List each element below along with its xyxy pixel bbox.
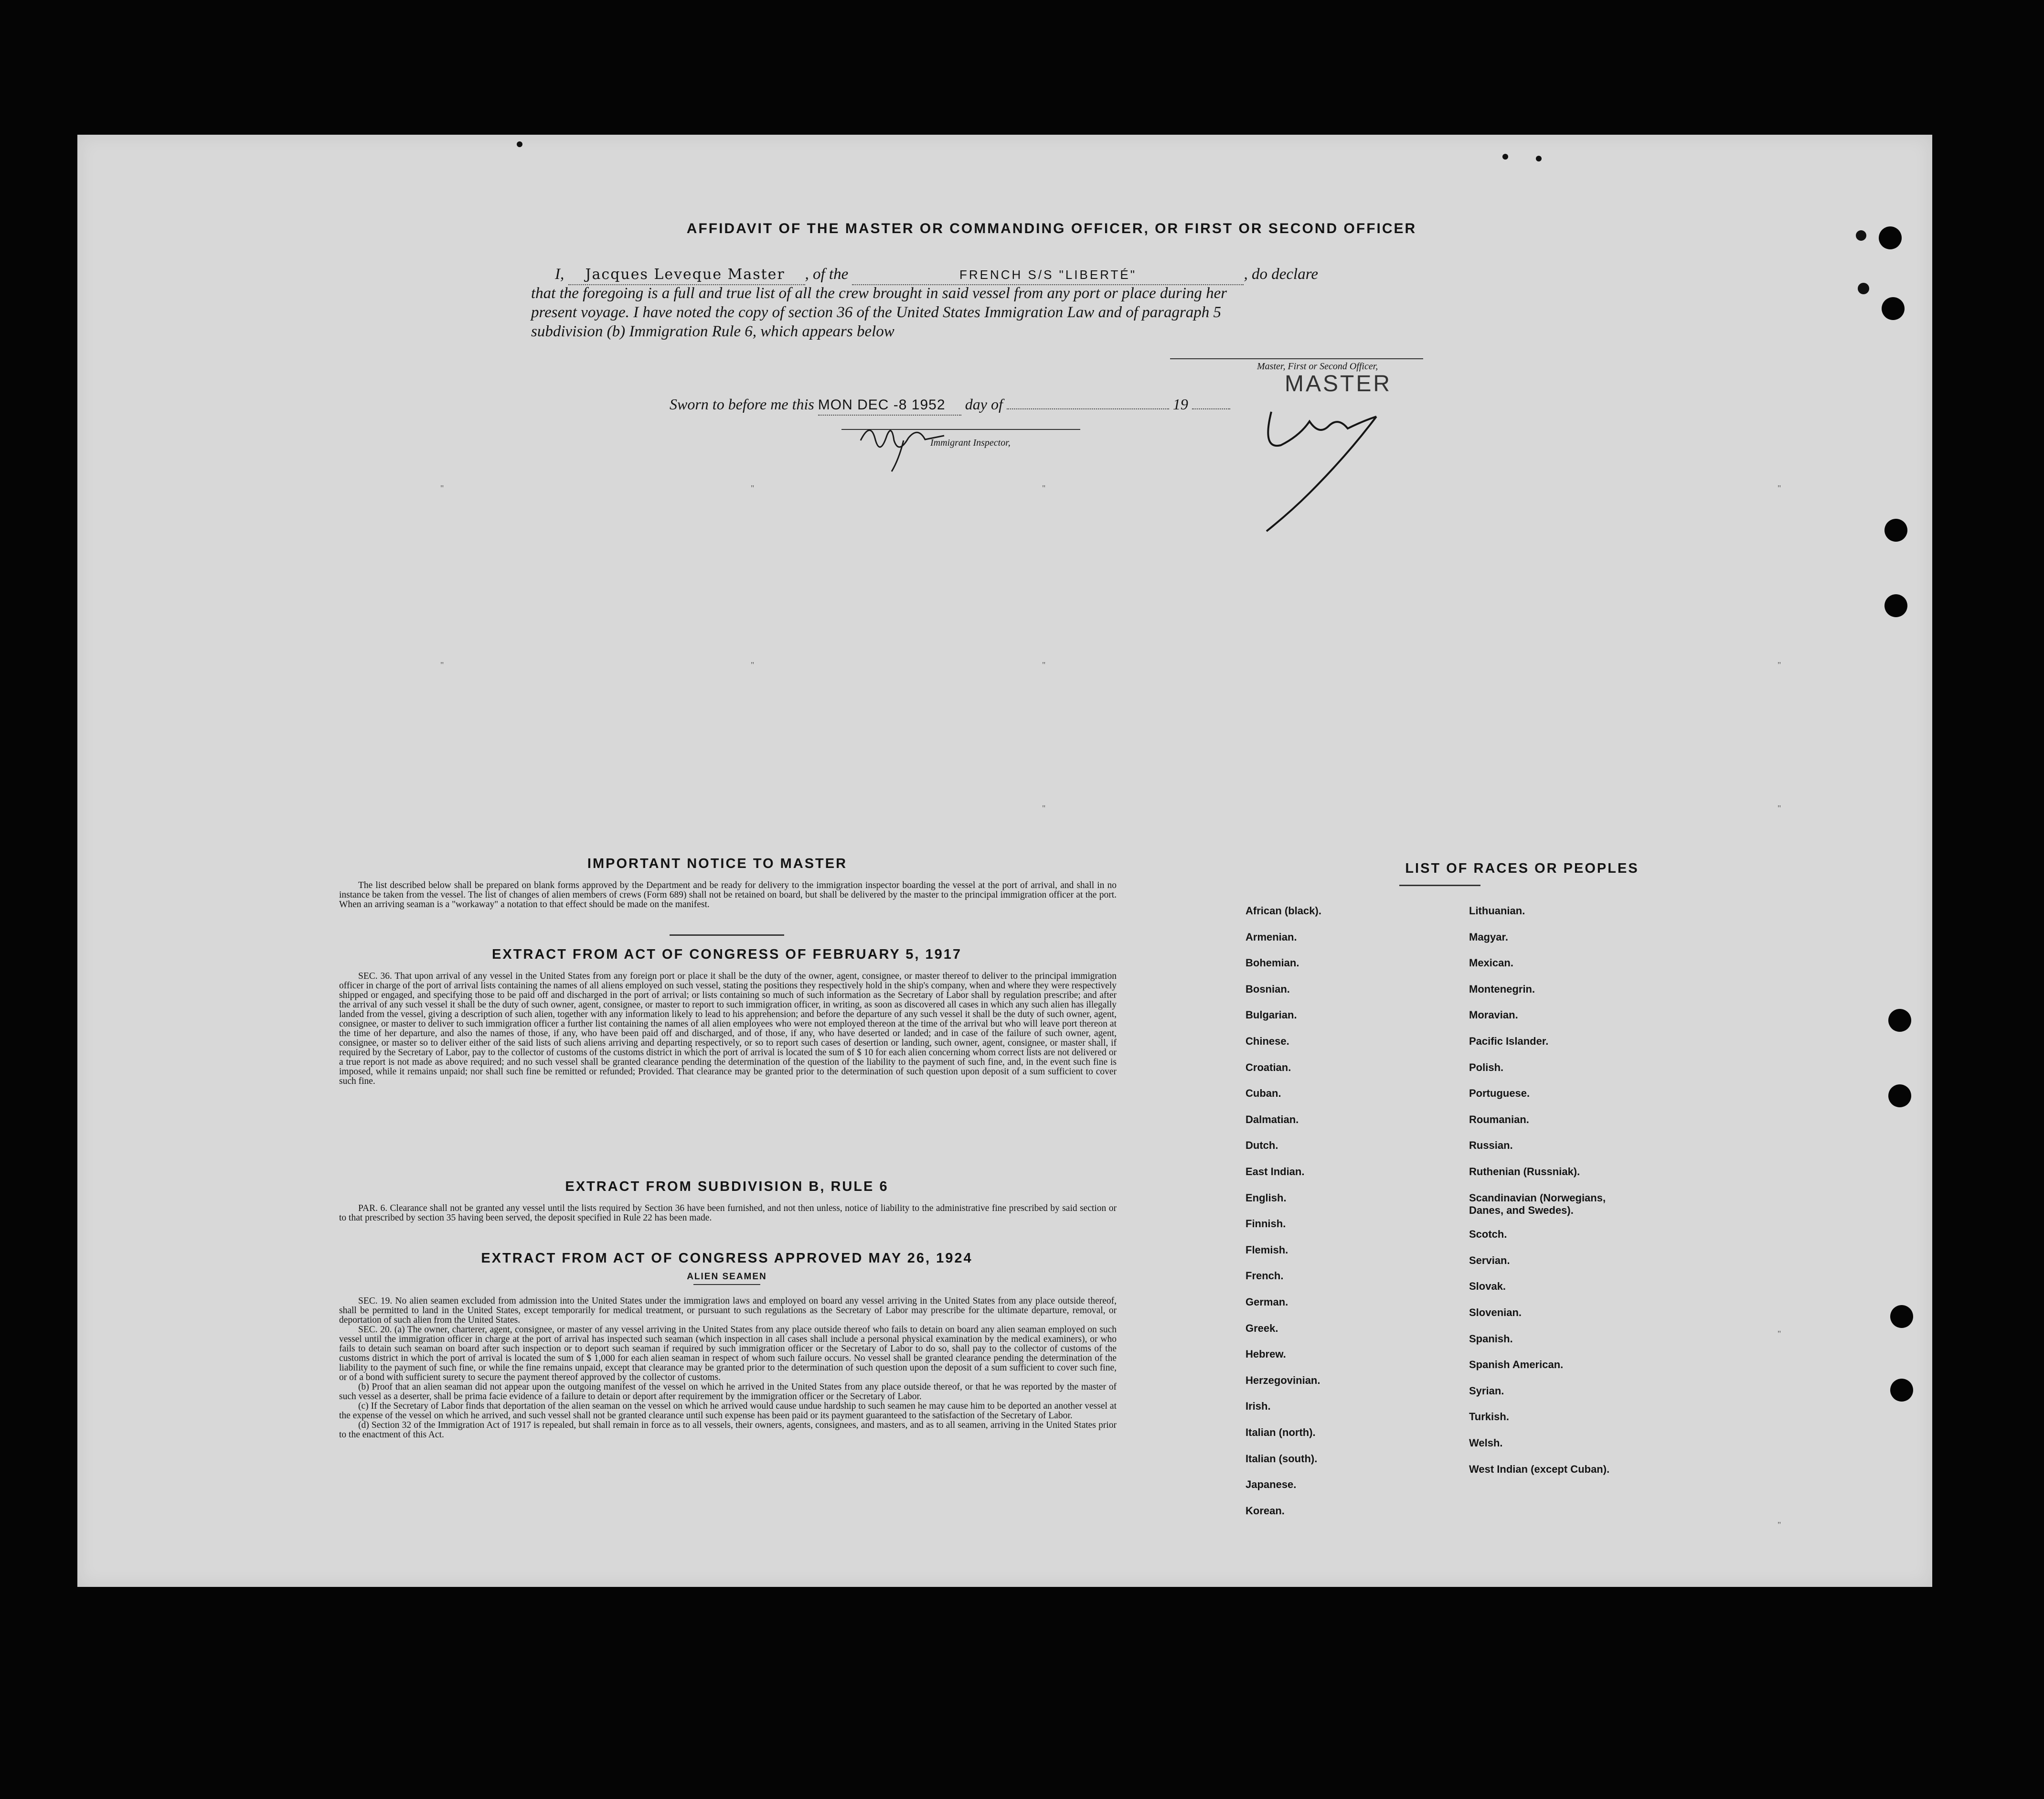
- ink-speck: [1858, 283, 1869, 294]
- race-entry: Slovenian.: [1469, 1306, 1522, 1318]
- affidavit-line-3: present voyage. I have noted the copy of section 36 of the United States Immigration Law and of paragraph 5: [531, 304, 1222, 321]
- par-6-paragraph: PAR. 6. Clearance shall not be granted any vessel until the lists required by Section 36 have been furnished, and not then unless, notice of liability to the administrative fine prescribed by said section or to that prescribed by section 35 having been served, the deposit specified in Rule 22 has been made.: [339, 1203, 1117, 1223]
- race-entry: Italian (south).: [1246, 1452, 1318, 1465]
- race-entry: Portuguese.: [1469, 1087, 1530, 1100]
- binder-hole: [1884, 519, 1907, 542]
- race-entry: Bulgarian.: [1246, 1009, 1297, 1021]
- document-page: [77, 135, 1932, 1587]
- race-entry: Syrian.: [1469, 1384, 1504, 1397]
- sec-36-paragraph: SEC. 36. That upon arrival of any vessel in the United States from any foreign port or place it shall be the duty of the owner, agent, consignee, or master thereof to deliver to the principal immigration officer in charge of the port of arrival lists containing the names of all aliens employed on such vessel, stating the positions they respectively hold in the ship's company, when and where they were respectively shipped or engaged, and specifying those to be paid off and discharged in the port of arrival; or lists containing so much of such information as the Secretary of Labor shall by regulation prescribe; and after the arrival of any such vessel it shall be the duty of such owner, agent, consignee, or master to report to such immigration officer, in writing, as soon as discovered all cases in which any such alien has illegally landed from the vessel, giving a description of such alien, together with any information likely to lead to his apprehension; and before the departure of any such vessel it shall be the duty of such owner, agent, consignee, or master to deliver to such immigration officer a further list containing the names of all alien employees who were not employed thereon at the time of the arrival but who will leave port thereon at the time of her departure, and also the names of those, if any, who have been paid off and discharged, and of those, if any, who have deserted or landed; and in case of the failure of such owner, agent, consignee, or master so to deliver either of the said lists of such aliens arriving and departing respectively, or so to report such cases of desertion or landing, such owner, agent, consignee, or master shall, if required by the Secretary of Labor, pay to the collector of customs of the customs district in which the port of arrival is located the sum of $ 10 for each alien concerning whom correct lists are not delivered or a true report is not made as above required; and no such vessel shall be granted clearance pending the determination of the question of the liability to the payment of such fine, and, in the event such fine is imposed, while it remains unpaid; nor shall such fine be remitted or refunded; Provided. That clearance may be granted prior to the determination of such question upon deposit of a sum sufficient to cover such fine.: [339, 971, 1117, 1086]
- extract-1917-title: EXTRACT FROM ACT OF CONGRESS OF FEBRUARY 5, 1917: [491, 947, 962, 962]
- ditto-mark: ": [1042, 483, 1046, 493]
- affidavit-line-2: that the foregoing is a full and true list of all the crew brought in said vessel from any port or place during her: [531, 285, 1227, 302]
- ink-speck: [1856, 230, 1866, 241]
- sec-20d-paragraph: (d) Section 32 of the Immigration Act of 1917 is repealed, but shall remain in force as to all vessels, their owners, agents, consignees, and masters, and as to all seamen, arriving in the United States prior to the enactment of this Act.: [339, 1420, 1117, 1440]
- race-entry: Hebrew.: [1246, 1348, 1286, 1360]
- race-entry: Italian (north).: [1246, 1426, 1316, 1438]
- race-entry: Pacific Islander.: [1469, 1035, 1549, 1047]
- extract-rule6-title: EXTRACT FROM SUBDIVISION B, RULE 6: [565, 1179, 889, 1194]
- race-entry: Flemish.: [1246, 1243, 1288, 1256]
- race-entry: Dutch.: [1246, 1139, 1278, 1152]
- race-entry: French.: [1246, 1270, 1284, 1282]
- race-entry: West Indian (except Cuban).: [1469, 1463, 1610, 1475]
- race-entry: Korean.: [1246, 1504, 1285, 1517]
- sec-20c-paragraph: (c) If the Secretary of Labor finds that deportation of the alien seaman on the vessel on which he arrived would cause undue hardship to such seamen he may cause him to be deported an another vessel at the expense of the vessel on which he arrived, and such vessel shall not be granted clearance until such expense has been paid or its payment guaranteed to the satisfaction of the Secretary of Labor.: [339, 1401, 1117, 1421]
- extract-1917-body: [339, 972, 1117, 1086]
- master-signature: [1252, 393, 1395, 536]
- affidavit-title: AFFIDAVIT OF THE MASTER OR COMMANDING OFFICER, OR FIRST OR SECOND OFFICER: [686, 221, 1417, 236]
- affidavit-line-1: [555, 265, 1318, 285]
- race-entry: Dalmatian.: [1246, 1113, 1299, 1125]
- sec-19-paragraph: SEC. 19. No alien seamen excluded from admission into the United States under the immigration laws and employed on board any vessel arriving in the United States from any place outside thereof, shall be permitted to land in the United States, except temporarily for medical treatment, or pursuant to such regulations as the Secretary of Labor may prescribe for the ultimate departure, removal, or deportation of such alien from the United States.: [339, 1296, 1117, 1325]
- notice-title: IMPORTANT NOTICE TO MASTER: [587, 856, 848, 871]
- master-signature-line: [1170, 358, 1423, 359]
- race-entry: Armenian.: [1246, 931, 1297, 943]
- inspector-signature: [846, 412, 966, 474]
- race-entry: Ruthenian (Russniak).: [1469, 1166, 1580, 1178]
- affidavit-prefix: I,: [555, 266, 564, 283]
- race-entry: Polish.: [1469, 1061, 1504, 1073]
- race-entry: Scotch.: [1469, 1228, 1507, 1241]
- divider: [670, 934, 784, 936]
- race-entry: English.: [1246, 1191, 1287, 1204]
- binder-hole: [1879, 226, 1902, 249]
- race-entry: African (black).: [1246, 905, 1321, 917]
- race-entry: Japanese.: [1246, 1478, 1297, 1491]
- ditto-mark: ": [1042, 660, 1046, 670]
- race-entry: Chinese.: [1246, 1035, 1289, 1047]
- sworn-year: 19: [1172, 396, 1188, 413]
- race-entry: Spanish.: [1469, 1332, 1513, 1345]
- race-entry: Greek.: [1246, 1322, 1278, 1334]
- ditto-mark: ": [751, 660, 755, 670]
- alien-seamen-subtitle: ALIEN SEAMEN: [687, 1272, 767, 1282]
- race-entry: Montenegrin.: [1469, 983, 1535, 995]
- affidavit-suffix: , do declare: [1244, 266, 1318, 283]
- affidavit-middle: , of the: [805, 266, 849, 283]
- race-entry: Servian.: [1469, 1254, 1510, 1266]
- ditto-mark: ": [1778, 483, 1781, 493]
- ink-speck: [517, 141, 522, 147]
- race-entry: Mexican.: [1469, 957, 1513, 969]
- binder-hole: [1882, 297, 1905, 320]
- sworn-day-label: day of: [965, 396, 1003, 413]
- ditto-mark: ": [440, 660, 444, 670]
- races-title: LIST OF RACES OR PEOPLES: [1405, 861, 1639, 876]
- ditto-mark: ": [1778, 803, 1781, 813]
- race-entry: Russian.: [1469, 1139, 1513, 1152]
- sworn-prefix: Sworn to before me this: [670, 396, 814, 413]
- race-entry: Scandinavian (Norwegians, Danes, and Swedes).: [1469, 1191, 1606, 1216]
- extract-1924-body: [339, 1296, 1117, 1440]
- vessel-stamp: FRENCH S/S "LIBERTÉ": [852, 265, 1244, 285]
- race-entry: East Indian.: [1246, 1166, 1305, 1178]
- extract-1924-title: EXTRACT FROM ACT OF CONGRESS APPROVED MAY 26, 1924: [481, 1251, 973, 1266]
- master-label: Master, First or Second Officer,: [1257, 361, 1378, 372]
- binder-hole: [1888, 1084, 1911, 1107]
- extract-rule6-body: [339, 1204, 1117, 1223]
- sec-20a-paragraph: SEC. 20. (a) The owner, charterer, agent, consignee, or master of any vessel arriving in the United States from any place outside thereof who fails to detain on board any alien seaman employed on such vessel until the immigration officer in charge at the port of arrival has inspected such seaman (which inspection in all cases shall include a personal physical examination by the medical examiners), or who fails to detain such seaman on board after such inspection or to deport such seaman if required by such immigration officer or the Secretary of Labor to do so, shall pay to the collector of customs of the customs district in which the port of arrival is located the sum of $ 1,000 for each alien seaman in respect of whom such failure occurs. No vessel shall be granted clearance pending the determination of the liability to the payment of such fine, or while the fine remains unpaid, except that clearance may be granted prior to the determination of such question upon the deposit of a sum sufficient to cover such fine, or of a bond with sufficient surety to secure the payment thereof approved by the collector of customs.: [339, 1325, 1117, 1382]
- notice-body: [339, 881, 1117, 910]
- binder-hole: [1890, 1379, 1913, 1402]
- binder-hole: [1884, 594, 1907, 617]
- binder-hole: [1890, 1305, 1913, 1328]
- race-entry: Croatian.: [1246, 1061, 1291, 1073]
- sworn-year-blank: [1192, 408, 1230, 409]
- binder-hole: [1888, 1009, 1911, 1032]
- ditto-mark: ": [1778, 1520, 1781, 1530]
- race-entry: Welsh.: [1469, 1437, 1503, 1449]
- affidavit-line-4: subdivision (b) Immigration Rule 6, which appears below: [531, 323, 894, 340]
- race-entry: Cuban.: [1246, 1087, 1281, 1100]
- ditto-mark: ": [440, 483, 444, 493]
- race-entry: Turkish.: [1469, 1411, 1509, 1423]
- sec-20b-paragraph: (b) Proof that an alien seaman did not appear upon the outgoing manifest of the vessel on which he arrived in the United States from any place outside thereof, or that he was reported by the master of such vessel as a deserter, shall be prima facie evidence of a failure to detain or deport after requirement by the immigration officer or the Secretary of Labor.: [339, 1382, 1117, 1402]
- ditto-mark: ": [1778, 1329, 1781, 1339]
- ditto-mark: ": [1778, 660, 1781, 670]
- ink-speck: [1502, 154, 1508, 160]
- race-entry: Herzegovinian.: [1246, 1374, 1320, 1386]
- date-stamp: MON DEC -8 1952: [818, 396, 961, 416]
- race-entry: Bosnian.: [1246, 983, 1290, 995]
- ditto-mark: ": [751, 483, 755, 493]
- race-entry: Moravian.: [1469, 1009, 1518, 1021]
- race-entry: Bohemian.: [1246, 957, 1299, 969]
- race-entry: German.: [1246, 1296, 1288, 1308]
- race-entry: Slovak.: [1469, 1280, 1506, 1293]
- race-entry: Spanish American.: [1469, 1359, 1564, 1371]
- master-stamp: MASTER: [1285, 371, 1392, 396]
- sworn-month-blank: [1007, 408, 1169, 409]
- divider: [1399, 885, 1480, 886]
- race-entry: Magyar.: [1469, 931, 1508, 943]
- inspector-label: Immigrant Inspector,: [930, 438, 1011, 448]
- race-entry: Lithuanian.: [1469, 905, 1525, 917]
- divider: [693, 1284, 760, 1285]
- ditto-mark: ": [1042, 803, 1046, 813]
- master-name-handwritten: Jacques Leveque Master: [568, 265, 805, 285]
- ink-speck: [1536, 156, 1542, 161]
- race-entry: Finnish.: [1246, 1218, 1286, 1230]
- notice-paragraph: The list described below shall be prepared on blank forms approved by the Department and be ready for delivery to the immigration inspector boarding the vessel at the port of arrival, and shall in no instance be taken from the vessel. The list of changes of alien members of crews (Form 689) shall not be retained on board, but shall be delivered by the master to the principal immigration officer at the port. When an arriving seaman is a "workaway" a notation to that effect should be made on the manifest.: [339, 880, 1117, 910]
- race-entry: Roumanian.: [1469, 1113, 1529, 1125]
- race-entry: Irish.: [1246, 1400, 1271, 1413]
